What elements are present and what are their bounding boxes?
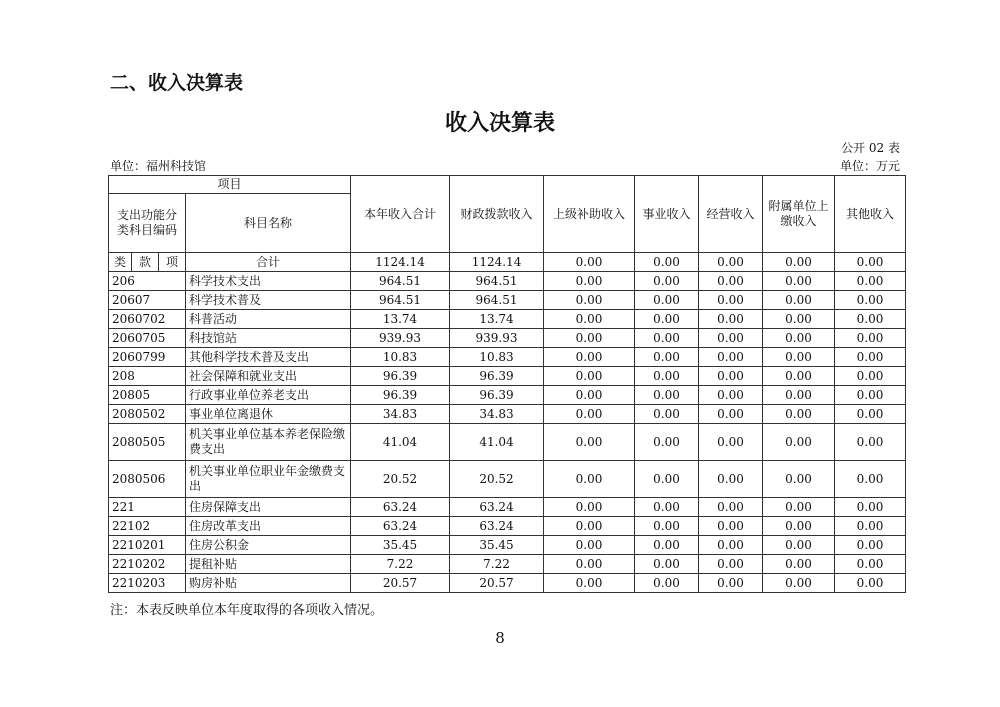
value-cell: 0.00	[699, 536, 763, 555]
value-cell: 7.22	[351, 555, 450, 574]
value-cell: 0.00	[699, 424, 763, 461]
value-cell: 0.00	[544, 367, 635, 386]
value-cell: 0.00	[835, 498, 906, 517]
value-cell: 0.00	[763, 272, 835, 291]
value-cell: 96.39	[351, 386, 450, 405]
value-cell: 0.00	[544, 291, 635, 310]
value-cell: 20.52	[351, 461, 450, 498]
unit-name: 单位：福州科技馆	[110, 159, 207, 173]
table-row	[109, 424, 906, 461]
value-cell: 34.83	[450, 405, 544, 424]
subject-name: 提租补贴	[186, 555, 351, 574]
value-cell: 20.57	[351, 574, 450, 593]
value-cell: 0.00	[544, 424, 635, 461]
subject-name: 科普活动	[186, 310, 351, 329]
value-cell: 0.00	[763, 329, 835, 348]
page-number: 8	[495, 629, 505, 647]
value-cell: 0.00	[763, 386, 835, 405]
value-cell: 939.93	[351, 329, 450, 348]
value-cell: 0.00	[835, 386, 906, 405]
total-cell: 1124.14	[351, 253, 450, 272]
value-cell: 0.00	[635, 517, 699, 536]
subject-code: 2210201	[109, 536, 186, 555]
table-row	[109, 574, 906, 593]
value-cell: 964.51	[450, 291, 544, 310]
table-row	[109, 517, 906, 536]
value-cell: 10.83	[450, 348, 544, 367]
value-cell: 0.00	[835, 310, 906, 329]
value-cell: 0.00	[763, 461, 835, 498]
header-total-income: 本年收入合计	[351, 176, 450, 253]
value-cell: 0.00	[699, 517, 763, 536]
total-cell: 0.00	[699, 253, 763, 272]
subject-name: 住房保障支出	[186, 498, 351, 517]
subject-name: 科学技术普及	[186, 291, 351, 310]
value-cell: 964.51	[351, 272, 450, 291]
subject-code: 221	[109, 498, 186, 517]
value-cell: 63.24	[450, 517, 544, 536]
value-cell: 0.00	[635, 367, 699, 386]
value-cell: 0.00	[763, 310, 835, 329]
table-row	[109, 291, 906, 310]
value-cell: 0.00	[835, 517, 906, 536]
value-cell: 0.00	[635, 310, 699, 329]
value-cell: 0.00	[544, 461, 635, 498]
total-label: 合计	[186, 253, 351, 272]
value-cell: 0.00	[835, 272, 906, 291]
total-cell: 1124.14	[450, 253, 544, 272]
header-other-income: 其他收入	[835, 176, 906, 253]
value-cell: 0.00	[635, 536, 699, 555]
subject-name: 社会保障和就业支出	[186, 367, 351, 386]
value-cell: 0.00	[763, 574, 835, 593]
value-cell: 0.00	[835, 291, 906, 310]
value-cell: 0.00	[635, 386, 699, 405]
value-cell: 0.00	[635, 574, 699, 593]
subject-name: 机关事业单位职业年金缴费支出	[186, 461, 351, 498]
value-cell: 0.00	[835, 536, 906, 555]
value-cell: 0.00	[544, 348, 635, 367]
table-row	[109, 348, 906, 367]
total-cell: 0.00	[835, 253, 906, 272]
value-cell: 0.00	[544, 272, 635, 291]
header-operating-income: 经营收入	[699, 176, 763, 253]
subject-name: 购房补贴	[186, 574, 351, 593]
document-title: 收入决算表	[444, 111, 555, 136]
header-fiscal-appropriation: 财政拨款收入	[450, 176, 544, 253]
total-cell: 0.00	[763, 253, 835, 272]
subject-name: 行政事业单位养老支出	[186, 386, 351, 405]
subject-code: 2210202	[109, 555, 186, 574]
header-project: 项目	[109, 176, 351, 194]
income-table	[108, 175, 906, 593]
value-cell: 41.04	[450, 424, 544, 461]
table-note: 注：本表反映单位本年度取得的各项收入情况。	[110, 603, 384, 618]
header-affiliate-remittance: 附属单位上缴收入	[763, 176, 835, 253]
value-cell: 96.39	[450, 367, 544, 386]
subject-code: 206	[109, 272, 186, 291]
table-row	[109, 405, 906, 424]
subject-code: 2060705	[109, 329, 186, 348]
value-cell: 96.39	[450, 386, 544, 405]
value-cell: 0.00	[835, 367, 906, 386]
value-cell: 0.00	[544, 536, 635, 555]
value-cell: 0.00	[544, 555, 635, 574]
header-section: 款	[132, 253, 159, 272]
value-cell: 0.00	[699, 348, 763, 367]
table-row	[109, 536, 906, 555]
header-superior-subsidy: 上级补助收入	[544, 176, 635, 253]
value-cell: 0.00	[635, 555, 699, 574]
table-row	[109, 498, 906, 517]
subject-code: 2060702	[109, 310, 186, 329]
value-cell: 0.00	[699, 461, 763, 498]
value-cell: 63.24	[351, 517, 450, 536]
value-cell: 0.00	[699, 574, 763, 593]
section-heading: 二、收入决算表	[110, 72, 244, 94]
subject-name: 其他科学技术普及支出	[186, 348, 351, 367]
value-cell: 0.00	[635, 461, 699, 498]
table-row	[109, 555, 906, 574]
table-row	[109, 367, 906, 386]
value-cell: 0.00	[763, 367, 835, 386]
value-cell: 0.00	[763, 348, 835, 367]
value-cell: 0.00	[699, 272, 763, 291]
value-cell: 13.74	[450, 310, 544, 329]
subject-name: 科学技术支出	[186, 272, 351, 291]
subject-name: 事业单位离退休	[186, 405, 351, 424]
value-cell: 0.00	[699, 555, 763, 574]
table-row	[109, 461, 906, 498]
value-cell: 0.00	[544, 498, 635, 517]
value-cell: 0.00	[544, 386, 635, 405]
value-cell: 0.00	[763, 424, 835, 461]
value-cell: 964.51	[450, 272, 544, 291]
value-cell: 0.00	[835, 461, 906, 498]
subject-name: 机关事业单位基本养老保险缴费支出	[186, 424, 351, 461]
table-row	[109, 386, 906, 405]
value-cell: 0.00	[835, 424, 906, 461]
subject-name: 住房公积金	[186, 536, 351, 555]
value-cell: 0.00	[835, 348, 906, 367]
value-cell: 939.93	[450, 329, 544, 348]
value-cell: 964.51	[351, 291, 450, 310]
header-function-code: 支出功能分类科目编码	[109, 194, 186, 253]
value-cell: 96.39	[351, 367, 450, 386]
table-row	[109, 329, 906, 348]
value-cell: 0.00	[544, 517, 635, 536]
header-class: 类	[109, 253, 132, 272]
form-code: 公开 02 表	[841, 141, 900, 155]
value-cell: 0.00	[699, 310, 763, 329]
value-cell: 20.57	[450, 574, 544, 593]
value-cell: 34.83	[351, 405, 450, 424]
value-cell: 0.00	[635, 348, 699, 367]
value-cell: 0.00	[635, 329, 699, 348]
value-cell: 0.00	[635, 498, 699, 517]
subject-code: 2080506	[109, 461, 186, 498]
value-cell: 10.83	[351, 348, 450, 367]
value-cell: 0.00	[699, 367, 763, 386]
value-cell: 7.22	[450, 555, 544, 574]
subject-name: 住房改革支出	[186, 517, 351, 536]
subject-code: 20607	[109, 291, 186, 310]
value-cell: 20.52	[450, 461, 544, 498]
header-subject-name: 科目名称	[186, 194, 351, 253]
value-cell: 0.00	[635, 405, 699, 424]
subject-code: 208	[109, 367, 186, 386]
table-row	[109, 272, 906, 291]
subject-code: 2060799	[109, 348, 186, 367]
value-cell: 13.74	[351, 310, 450, 329]
value-cell: 0.00	[699, 329, 763, 348]
subject-name: 科技馆站	[186, 329, 351, 348]
total-cell: 0.00	[635, 253, 699, 272]
value-cell: 0.00	[763, 405, 835, 424]
value-cell: 0.00	[544, 329, 635, 348]
value-cell: 63.24	[351, 498, 450, 517]
value-cell: 35.45	[351, 536, 450, 555]
subject-code: 22102	[109, 517, 186, 536]
value-cell: 0.00	[835, 555, 906, 574]
value-cell: 0.00	[544, 405, 635, 424]
value-cell: 0.00	[835, 574, 906, 593]
value-cell: 0.00	[635, 291, 699, 310]
value-cell: 0.00	[835, 405, 906, 424]
value-cell: 0.00	[699, 405, 763, 424]
value-cell: 0.00	[763, 555, 835, 574]
subject-code: 2210203	[109, 574, 186, 593]
value-cell: 0.00	[544, 310, 635, 329]
value-cell: 0.00	[835, 329, 906, 348]
header-item: 项	[159, 253, 186, 272]
value-cell: 0.00	[763, 498, 835, 517]
value-cell: 0.00	[635, 272, 699, 291]
value-cell: 41.04	[351, 424, 450, 461]
value-cell: 63.24	[450, 498, 544, 517]
header-business-income: 事业收入	[635, 176, 699, 253]
value-cell: 0.00	[763, 536, 835, 555]
value-cell: 0.00	[635, 424, 699, 461]
value-cell: 0.00	[763, 517, 835, 536]
subject-code: 20805	[109, 386, 186, 405]
value-cell: 0.00	[699, 291, 763, 310]
value-cell: 0.00	[699, 498, 763, 517]
value-cell: 0.00	[699, 386, 763, 405]
table-row	[109, 310, 906, 329]
currency-unit: 单位：万元	[839, 159, 900, 173]
subject-code: 2080505	[109, 424, 186, 461]
total-cell: 0.00	[544, 253, 635, 272]
subject-code: 2080502	[109, 405, 186, 424]
value-cell: 0.00	[763, 291, 835, 310]
value-cell: 35.45	[450, 536, 544, 555]
value-cell: 0.00	[544, 574, 635, 593]
